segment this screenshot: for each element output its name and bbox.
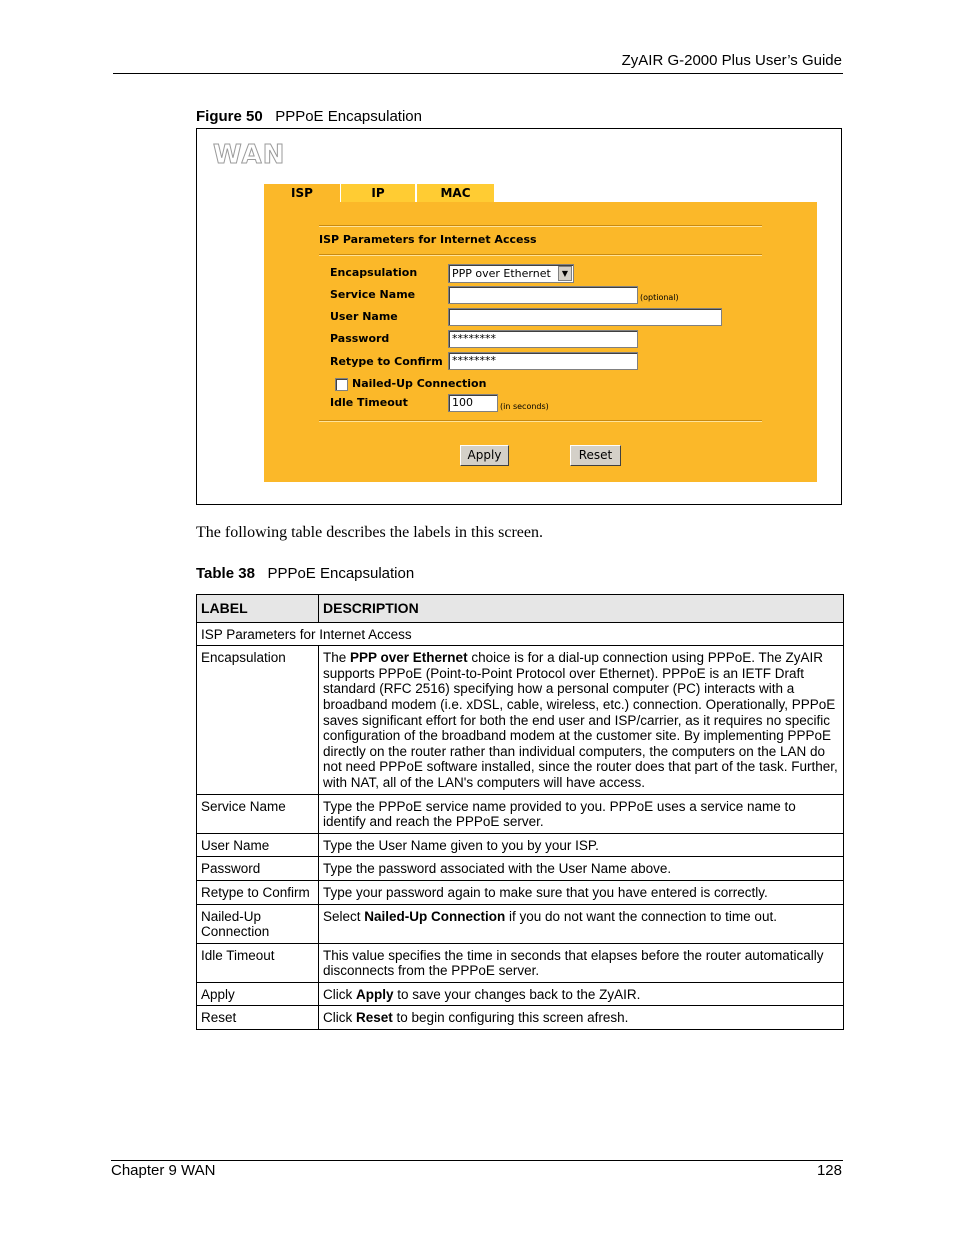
row-description (319, 646, 844, 794)
idle-timeout-note: (in seconds) (500, 402, 549, 411)
table-row (197, 943, 844, 982)
header-rule (113, 73, 843, 74)
description-text-tail: if you do not want the connection to time out. (505, 908, 777, 924)
description-emphasis: PPP over Ethernet (350, 650, 468, 666)
table-row (197, 1006, 844, 1030)
row-description (319, 794, 844, 833)
row-label: Service Name (197, 794, 319, 833)
description-text: Click (323, 986, 356, 1002)
encapsulation-value: PPP over Ethernet (452, 267, 551, 280)
chevron-down-icon[interactable]: ▼ (558, 266, 572, 281)
password-input[interactable]: ******** (448, 330, 638, 348)
row-label: Retype to Confirm (197, 880, 319, 904)
description-text: Type the password associated with the User Name above. (323, 861, 672, 877)
table-title: PPPoE Encapsulation (267, 565, 415, 582)
retype-input[interactable]: ******** (448, 352, 638, 370)
description-text: Type the User Name given to you by your ISP. (323, 837, 599, 853)
description-text: The (323, 650, 351, 666)
row-description (319, 1006, 844, 1030)
tab-isp[interactable]: ISP (264, 184, 340, 202)
table-header-row (197, 595, 844, 623)
row-description (319, 857, 844, 881)
row-label: Apply (197, 982, 319, 1006)
idle-timeout-label: Idle Timeout (330, 396, 408, 409)
user-name-input[interactable] (448, 308, 722, 326)
description-text: This value specifies the time in seconds that elapses before the router automatically disconnects from the PPPoE server. (323, 947, 824, 979)
table-section-row (197, 622, 844, 646)
row-description (319, 833, 844, 857)
page-number: 128 (816, 1162, 842, 1179)
tab-mac[interactable]: MAC (417, 184, 495, 202)
running-header: ZyAIR G-2000 Plus User’s Guide (621, 52, 842, 69)
tab-ip[interactable]: IP (341, 184, 416, 202)
footer-rule (111, 1160, 843, 1161)
table-row (197, 880, 844, 904)
table-row (197, 982, 844, 1006)
nailed-up-checkbox[interactable] (335, 378, 348, 391)
row-label: Reset (197, 1006, 319, 1030)
row-label: User Name (197, 833, 319, 857)
idle-timeout-input[interactable]: 100 (448, 394, 498, 412)
row-description (319, 982, 844, 1006)
row-label: Password (197, 857, 319, 881)
description-text: Click (323, 1010, 356, 1026)
row-label: Nailed-Up Connection (197, 904, 319, 943)
service-name-note: (optional) (640, 293, 679, 302)
description-emphasis: Reset (356, 1010, 393, 1026)
section-heading: ISP Parameters for Internet Access (319, 233, 537, 246)
section-divider-mid (319, 254, 762, 256)
service-name-input[interactable] (448, 286, 638, 304)
row-description (319, 943, 844, 982)
description-text-tail: to begin configuring this screen afresh. (392, 1010, 629, 1026)
description-emphasis: Nailed-Up Connection (364, 908, 506, 924)
table-row (197, 794, 844, 833)
retype-label: Retype to Confirm (330, 355, 443, 368)
description-emphasis: Apply (356, 986, 394, 1002)
description-text-tail: to save your changes back to the ZyAIR. (393, 986, 641, 1002)
figure-label: Figure 50 (196, 108, 263, 125)
row-label: Idle Timeout (197, 943, 319, 982)
row-description (319, 880, 844, 904)
table-row (197, 833, 844, 857)
table-label: Table 38 (196, 565, 255, 582)
row-description (319, 904, 844, 943)
service-name-label: Service Name (330, 288, 416, 301)
encapsulation-label: Encapsulation (330, 266, 418, 279)
section-divider-top (319, 225, 762, 227)
nailed-up-label: Nailed-Up Connection (352, 377, 487, 390)
encapsulation-select[interactable] (448, 264, 574, 283)
description-table (196, 594, 844, 1030)
table-row (197, 646, 844, 794)
section-divider-bottom (319, 420, 762, 422)
description-text: Type the PPPoE service name provided to you. PPPoE uses a service name to identify and reach the PPPoE server. (323, 798, 796, 830)
table-caption (196, 565, 414, 582)
user-name-label: User Name (330, 310, 398, 323)
header-label: LABEL (197, 595, 319, 623)
section-row-cell: ISP Parameters for Internet Access (197, 622, 844, 646)
figure-title: PPPoE Encapsulation (275, 108, 422, 125)
intro-paragraph: The following table describes the labels in this screen. (196, 524, 544, 541)
screen-title: WAN (213, 140, 286, 170)
description-text-tail: choice is for a dial-up connection using PPPoE. The ZyAIR supports PPPoE (Point-to-Point Protocol over Ethernet). PPPoE is an IETF Draft standard (RFC 2516) specifying how a personal computer (PC) interacts with a broadband modem (i.e. xDSL, cable, wireless, etc.) connection. Operationally, PPPoE saves significant effort for both the end user and ISP/carrier, as it requires no specific configuration of the broadband modem at the customer site. By implementing PPPoE directly on the router rather than individual computers, the computers on the LAN do not need PPPoE software installed, since the router does that part of the task. Further, with NAT, all of the LAN's computers will have access. (323, 650, 838, 790)
table-row (197, 857, 844, 881)
apply-button[interactable]: Apply (460, 445, 509, 466)
figure-caption (196, 108, 422, 125)
description-text: Select (323, 908, 365, 924)
table-row (197, 904, 844, 943)
header-description: DESCRIPTION (319, 595, 844, 623)
row-label: Encapsulation (197, 646, 319, 794)
reset-button[interactable]: Reset (570, 445, 621, 466)
footer-chapter: Chapter 9 WAN (111, 1162, 216, 1179)
description-text: Type your password again to make sure that you have entered is correctly. (323, 884, 768, 900)
password-label: Password (330, 332, 390, 345)
